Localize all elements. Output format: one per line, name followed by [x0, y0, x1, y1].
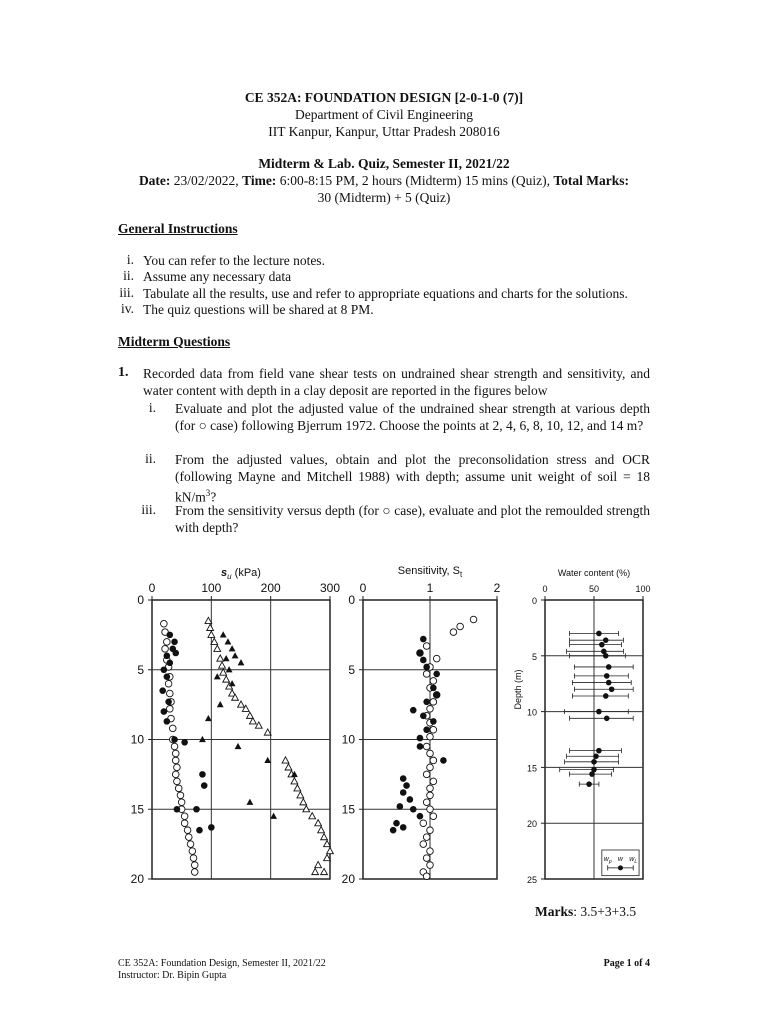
date-label: Date: [138, 173, 171, 188]
instruction-number: iii. [119, 285, 134, 300]
data-point-open-circle [191, 869, 198, 876]
instruction-number: iv. [121, 301, 134, 316]
data-point-open-circle [423, 671, 430, 678]
data-point-filled-circle [407, 796, 414, 803]
data-point-filled-circle [171, 736, 178, 743]
instruction-item: Assume any necessary data [143, 269, 292, 284]
x-tick-label: 100 [635, 584, 651, 594]
data-point-open-circle [423, 643, 430, 650]
subq-number: i. [148, 400, 156, 415]
data-point-open-circle [162, 646, 169, 653]
data-point-open-circle [430, 778, 437, 785]
data-point-open-circle [427, 827, 434, 834]
department: Department of Civil Engineering [294, 107, 474, 122]
data-point-open-circle [181, 820, 188, 827]
total-marks-label: Total Marks: [553, 173, 630, 188]
data-point-filled-circle [164, 653, 171, 660]
y-tick-label: 5 [348, 662, 355, 677]
question-number: 1. [118, 365, 129, 380]
y-tick-label: 10 [341, 732, 355, 747]
y-tick-label: 0 [137, 593, 144, 607]
y-tick-label: 15 [526, 763, 537, 774]
data-point-filled-circle [591, 759, 597, 765]
instruction-item: Tabulate all the results, use and refer to appropriate equations and charts for the solutions. [143, 286, 628, 301]
data-point-filled-circle [181, 739, 188, 746]
data-point-filled-circle [208, 824, 215, 831]
x-tick-label: 0 [542, 584, 548, 594]
legend-label: w [617, 855, 623, 863]
data-point-filled-circle [440, 757, 447, 764]
data-point-filled-circle [606, 664, 612, 670]
data-point-open-circle [420, 820, 427, 827]
instructions-heading: General Instructions [118, 221, 238, 236]
data-point-open-circle [427, 862, 434, 869]
subq-number: ii. [145, 451, 156, 466]
data-point-filled-circle [609, 686, 615, 692]
data-point-open-circle [167, 706, 174, 713]
data-point-open-circle [420, 841, 427, 848]
data-point-filled-circle [420, 636, 427, 643]
data-point-open-circle [427, 750, 434, 757]
data-point-filled-circle [410, 707, 417, 714]
data-point-filled-circle [586, 781, 592, 787]
data-point-filled-circle [171, 639, 178, 646]
data-point-open-circle [427, 733, 434, 740]
x-axis-title: $s_u$ (kPa) [221, 567, 261, 581]
data-point-open-circle [423, 834, 430, 841]
y-tick-label: 10 [130, 732, 144, 747]
data-point-open-circle [175, 785, 182, 792]
y-tick-label: 5 [531, 651, 537, 662]
data-point-open-circle [423, 743, 430, 750]
data-point-filled-circle [161, 708, 168, 715]
data-point-filled-circle [397, 803, 404, 810]
data-point-filled-circle [403, 782, 410, 789]
x-axis-title: Water content (%) [557, 568, 631, 578]
total-marks-value: 30 (Midterm) + 5 (Quiz) [317, 190, 451, 205]
footer-instructor: Instructor: Dr. Bipin Gupta [118, 970, 227, 981]
x-tick-label: 50 [588, 584, 600, 594]
data-point-filled-circle [417, 813, 424, 820]
data-point-filled-circle [193, 806, 200, 813]
data-point-filled-circle [603, 637, 609, 643]
data-point-open-circle [171, 743, 178, 750]
data-point-filled-circle [400, 775, 407, 782]
data-point-filled-circle [593, 753, 599, 759]
instruction-number: i. [126, 252, 134, 267]
data-point-filled-circle [423, 664, 430, 671]
page-number: Page 1 of 4 [603, 958, 650, 969]
data-point-open-circle [427, 806, 434, 813]
data-point-open-circle [430, 757, 437, 764]
y-tick-label: 20 [341, 872, 355, 886]
data-point-filled-circle [164, 673, 171, 680]
data-point-open-circle [427, 785, 434, 792]
data-point-filled-circle [400, 789, 407, 796]
midterm-heading: Midterm Questions [118, 334, 231, 349]
x-tick-label: 0 [359, 581, 367, 595]
subq-2-text: From the adjusted values, obtain and plot the preconsolidation stress and OCR (following Mayne and Mitchell 1988) with depth; assume unit weight of soil = 18 $kN/m^3$? [175, 452, 650, 505]
data-point-open-circle [191, 862, 198, 869]
y-tick-label: 25 [526, 875, 537, 885]
data-point-filled-circle [423, 699, 430, 706]
data-point-filled-circle [604, 715, 610, 721]
legend-label: $w_p$ [603, 855, 612, 865]
data-point-filled-circle [604, 673, 610, 679]
y-tick-label: 0 [531, 596, 537, 606]
y-tick-label: 15 [130, 802, 144, 817]
data-point-open-circle [174, 778, 181, 785]
data-point-open-circle [427, 848, 434, 855]
course-title: CE 352A: FOUNDATION DESIGN [2-0-1-0 (7)] [244, 90, 524, 105]
data-point-filled-circle [167, 632, 174, 639]
x-axis-title: Sensitivity, $S_t$ [397, 565, 463, 579]
data-point-open-circle [164, 639, 171, 646]
y-tick-label: 15 [341, 802, 355, 817]
data-point-filled-circle [167, 659, 174, 666]
data-point-filled-circle [417, 743, 424, 750]
data-point-open-circle [189, 848, 196, 855]
data-point-filled-circle [393, 820, 400, 827]
data-point-open-circle [423, 771, 430, 778]
figures-panel [0, 550, 768, 890]
y-axis-title: Depth (m) [513, 669, 523, 710]
data-point-filled-circle [196, 827, 203, 834]
data-point-open-circle [430, 726, 437, 733]
x-tick-label: 200 [260, 581, 281, 595]
data-point-filled-circle [410, 806, 417, 813]
instruction-number: ii. [123, 268, 134, 283]
data-point-filled-circle [165, 699, 172, 706]
data-point-filled-circle [161, 666, 168, 673]
data-point-filled-circle [589, 771, 595, 777]
data-point-filled-circle [420, 657, 427, 664]
x-tick-label: 0 [148, 581, 156, 595]
data-point-open-circle [427, 764, 434, 771]
data-point-filled-circle [603, 653, 609, 659]
legend-label: $w_L$ [629, 855, 638, 865]
data-point-open-circle [430, 813, 437, 820]
data-point-open-circle [184, 827, 191, 834]
data-point-open-circle [185, 834, 192, 841]
data-point-open-circle [161, 620, 168, 627]
time-value: 6:00-8:15 PM, 2 hours (Midterm) 15 mins (Quiz), [276, 173, 554, 188]
exam-date-line [0, 172, 768, 190]
y-tick-label: 10 [526, 707, 537, 718]
data-point-filled-circle [596, 748, 602, 754]
data-point-open-circle [174, 764, 181, 771]
data-point-filled-circle [417, 650, 424, 657]
data-point-open-circle [423, 855, 430, 862]
data-point-filled-circle [606, 680, 612, 686]
data-point-filled-circle [417, 735, 424, 742]
data-point-filled-circle [596, 631, 602, 637]
data-point-open-circle [172, 757, 179, 764]
data-point-open-circle [172, 771, 179, 778]
data-point-open-circle [423, 873, 430, 880]
legend-marker [618, 865, 623, 870]
data-point-open-circle [181, 813, 188, 820]
data-point-filled-circle [201, 782, 208, 789]
data-point-open-circle [450, 629, 457, 636]
data-point-filled-circle [433, 692, 440, 699]
data-point-filled-circle [596, 709, 602, 715]
data-point-filled-circle [174, 806, 181, 813]
data-point-filled-circle [430, 685, 437, 692]
instruction-item: You can refer to the lecture notes. [143, 253, 325, 268]
data-point-filled-circle [430, 718, 437, 725]
data-point-open-circle [430, 678, 437, 685]
data-point-open-circle [457, 623, 464, 630]
data-point-open-circle [169, 725, 176, 732]
data-point-open-circle [172, 750, 179, 757]
data-point-open-circle [167, 690, 174, 697]
data-point-filled-circle [423, 726, 430, 733]
y-tick-label: 5 [137, 662, 144, 677]
x-tick-label: 100 [201, 581, 222, 595]
data-point-filled-circle [199, 771, 206, 778]
data-point-open-circle [470, 616, 477, 623]
date-value: 23/02/2022, [170, 173, 243, 188]
question-1-text: Recorded data from field vane shear tests on undrained shear strength and sensitivity, and water content with depth in a clay deposit are reported in the figures below [143, 366, 650, 398]
y-tick-label: 20 [526, 819, 537, 830]
data-point-open-circle [433, 655, 440, 662]
data-point-filled-circle [390, 827, 397, 834]
data-point-filled-circle [164, 718, 171, 725]
data-point-open-circle [187, 841, 194, 848]
data-point-open-circle [190, 855, 197, 862]
y-tick-label: 0 [348, 593, 355, 607]
subq-1-text: Evaluate and plot the adjusted value of the undrained shear strength at various depth (for ○ case) following Bjerrum 1972. Choose the points at 2, 4, 6, 8, 10, 12, and 14 m? [175, 401, 650, 433]
x-tick-label: 1 [426, 581, 434, 595]
instruction-item: The quiz questions will be shared at 8 PM. [143, 302, 374, 317]
data-point-open-circle [430, 699, 437, 706]
data-point-filled-circle [159, 687, 166, 694]
subq-number: iii. [141, 502, 156, 517]
data-point-open-circle [427, 706, 434, 713]
data-point-open-circle [423, 799, 430, 806]
institute-address: IIT Kanpur, Kanpur, Uttar Pradesh 208016 [268, 124, 500, 139]
data-point-open-circle [177, 792, 184, 799]
data-point-open-circle [427, 792, 434, 799]
x-tick-label: 2 [493, 581, 501, 595]
marks-line: Marks: 3.5+3+3.5 [535, 904, 637, 919]
data-point-open-circle [178, 799, 185, 806]
time-label: Time: [242, 173, 277, 188]
footer-course: CE 352A: Foundation Design, Semester II, 2021/22 [118, 958, 326, 969]
data-point-filled-circle [603, 693, 609, 699]
data-point-filled-circle [433, 671, 440, 678]
data-point-open-circle [165, 680, 172, 687]
data-point-filled-circle [400, 824, 407, 831]
x-tick-label: 300 [319, 581, 341, 595]
data-point-filled-circle [420, 712, 427, 719]
y-tick-label: 20 [130, 872, 144, 886]
subq-3-text: From the sensitivity versus depth (for ○ case), evaluate and plot the remoulded strength with depth? [175, 503, 650, 535]
data-point-filled-circle [599, 642, 605, 648]
exam-title: Midterm & Lab. Quiz, Semester II, 2021/22 [258, 156, 510, 171]
data-point-filled-circle [172, 650, 179, 657]
